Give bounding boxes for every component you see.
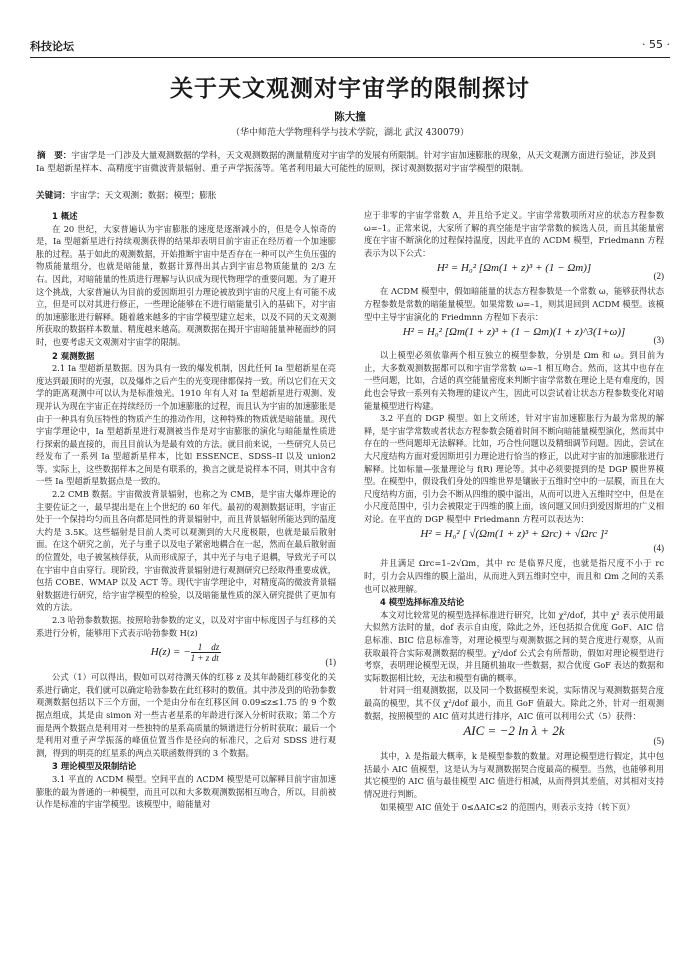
- equation-expression: H² = H₀² [ √(Ωm(1 + z)³ + Ωrc) + √Ωrc ]²: [420, 528, 608, 541]
- equation-eq2: [364, 262, 664, 282]
- section-heading: 3 理论模型及限制结论: [52, 761, 137, 772]
- section-heading: 2 观测数据: [52, 350, 95, 361]
- fraction-numerator: 1: [191, 642, 210, 653]
- paragraph: 3.1 平直的 ΛCDM 模型。空间平直的 ΛCDM 模型是可以解释目前宇宙加速膨胀的最为普通的一种模型，而且可以和大多数观测数据相互吻合，所以，目前被认作是标准的宇宙学模型。该模型中，暗能量对: [36, 773, 336, 810]
- paragraph: 2.3 哈勃参数数据。按照哈勃参数的定义，以及对宇宙中标度因子与红移的关系进行分析，能够用下式表示哈勃参数 H(z): [36, 615, 336, 638]
- abstract: [36, 150, 664, 176]
- equation-number: (5): [653, 735, 664, 746]
- section-heading: 4 模型选择标准及结论: [380, 597, 465, 608]
- paragraph: 其中，λ 是指最大概率，k 是模型参数的数量。对理论模型进行假定，其中包括最小 AIC 值模型，这是认为与观测数据契合度最高的模型。当然，也能够利用其它模型的 AIC 值与最佳模型 AIC 值进行相减，从而得到其差值，对其相对支持情况进行判断。: [364, 751, 664, 799]
- left-column: [36, 209, 336, 811]
- keywords-text: 宇宙学；天文观测；数据；模型；膨胀: [70, 191, 217, 201]
- equation-number: (4): [653, 542, 664, 553]
- keywords: [36, 190, 664, 203]
- running-header: [30, 38, 670, 54]
- paragraph: 应于非零的宇宙学常数 Λ，并且给予定义。宇宙学常数项所对应的状态方程参数 ω=–1。正常来说，大家所了解的真空能是宇宙学常数的候选人员，而且其能量密度在宇宙不断演化的过程保持温度，因此平直的 ΛCDM 模型，Friedmann 方程表示为以下公式：: [364, 210, 664, 258]
- paragraph: 3.2 平直的 DGP 模型。如上文所述，针对宇宙加速膨胀行为最为常规的解释，是宇宙学常数或者状态方程参数会随着时间不断向暗能量模型演化，然而其中存在的一些问题却无法解释。比如，巧合性问题以及精细调节问题。因此，尝试在大尺度结构方面对爱因斯坦引力理论进行恰当的修正，以此对宇宙的加速膨胀进行解释。比如标量—张量理论与 f(R) 理论等。其中必须要提到的是 DGP 膜世界模型。在模型中，假设我们身处的四维世界是镶嵌于五维时空中的一层膜，而且在大尺度结构方面，引力会不断从四维的膜中溢出，从而可以进入五维时空中，但是在小尺度范围中，引力会被限定于四维的膜上面，该问题又回归到爱因斯坦的广义相对论。在平直的 DGP 模型中 Friedmann 方程可以表达为：: [364, 413, 664, 524]
- paragraph: 在 20 世纪，大家普遍认为宇宙膨胀的速度是逐渐减小的，但是令人惊奇的是，Ia 型超新星进行持续观测获得的结果却表明目前宇宙正在经历着一个加速膨胀的过程。基于如此的观测数据，开始推断宇宙中是否存在一种可以产生负压强的物质能量组分，也就是暗能量，数据计算得出其占到宇宙总物质能量的 2/3 左右。因此，对暗能量的性质进行理解与认识成为现代物理学的重要问题。为了避开这个挑战，大家普遍认为目前的爱因斯坦引力理论被放到宇宙的尺度上有可能不成立，但是可以对其进行修正，一些理论能够在不进行暗能量引入的基础下，对宇宙的加速膨胀进行解释。随着越来越多的宇宙学模型建立起来，以及不同的天文观测所获取的数据样本数量、精度越来越高。观测数据在揭开宇宙暗能量神秘面纱的同时，也要考虑天文观测对宇宙学的限制。: [36, 223, 336, 347]
- fraction-numerator: dz: [211, 642, 220, 653]
- author: 陈大撞: [334, 111, 366, 123]
- paragraph: 如果模型 AIC 值处于 0≤ΔAIC≤2 的范围内，则表示支持（转下页）: [380, 801, 635, 812]
- paragraph: 以上模型必须依靠两个相互独立的模型参数，分别是 Ωm 和 ω。到目前为止，大多数观测数据都可以和宇宙学常数 ω=–1 相互吻合。然而，这其中也存在一些问题，比如，合适的真空能量密度来判断宇宙学常数在理论上是有难度的，因此也会导致一系列有关物理的建议产生，因此可以尝试着让状态方程参数变化对暗能量模型进行构建。: [364, 350, 664, 411]
- equation-eq3: [364, 326, 664, 346]
- equation-eq5: [364, 725, 664, 747]
- page-number: · 55 ·: [642, 38, 670, 51]
- right-column: [364, 209, 664, 813]
- equation-fraction: [209, 642, 221, 663]
- affiliation: （华中师范大学物理科学与技术学院，湖北 武汉 430079）: [230, 128, 470, 138]
- paragraph: 2.1 Ia 型超新星数据。因为具有一致的爆发机制，因此任何 Ia 型超新星在亮度达到最顶时的光强，以及爆炸之后产生的光变现律都保持一致。所以它们在天文学的距离观测中可以认为是标准烛光。1910 年有人对 Ia 型超新星进行观测、发现并认为现在宇宙正在持续经历一个加速膨胀的过程，而且认为宇宙的加速膨胀是由于一种具有负压特性的物质产生的推动作用，这种特殊的物质就是暗能量。现代宇宙学理论中，Ia 型超新星进行观测被当作是对宇宙膨胀的演化与暗能量性质进行探索的最直接的，而且目前认为是最有效的方法。就目前来说，一些研究人员已经发布了一系列 Ia 型超新星样本，比如 ESSENCE、SDSS–II 以及 union2 等。实际上，这些数据样本之间是有联系的，换言之就是说样本不同，则其中含有一些 Ia 型超新星数据点是一致的。: [36, 363, 336, 487]
- equation-eq4: [364, 528, 664, 554]
- equation-expression: H² = H₀² [Ωm(1 + z)³ + (1 − Ωm)]: [436, 262, 592, 275]
- section-heading: 1 概述: [52, 211, 78, 221]
- equation-expression: AIC = −2 ln λ + 2k: [463, 723, 565, 739]
- equation-lhs: H(z) = −: [150, 646, 191, 659]
- equation-eq1: [36, 642, 336, 668]
- paragraph: 公式（1）可以得出，假如可以对待测天体的红移 z 及其年龄随红移变化的关系进行确定，我们就可以确定哈勃参数在此红移时的数值。其中涉及到的哈勃参数观测数据包括以下三个方面，一个是由分布在红移区间 0.09≤z≤1.75 的 9 个数据点组成，其是由 simon 对一些古老星系的年龄进行深入分析时获取；第二个方面是两个数据点是利用对一些独特的星系高质量的频谱进行分析时获取；最后一个是利用对重子声学振荡的峰值位置当作是径向的标准尺，之后对 SDSS 进行观测，得到的明亮的红星系的两点关联函数得到的 3 个数据。: [36, 672, 336, 758]
- equation-expression: H² = H₀² [Ωm(1 + z)³ + (1 − Ωm)(1 + z)^3(1+ω)]: [402, 326, 626, 339]
- header-rule: [30, 57, 670, 58]
- keywords-label: 关键词：: [36, 191, 71, 201]
- paper-title: 关于天文观测对宇宙学的限制探讨: [170, 76, 530, 102]
- abstract-label: 摘 要：: [37, 151, 72, 161]
- abstract-text: 宇宙学是一门涉及大量观测数据的学科，天文观测数据的测量精度对宇宙学的发展有所限制。针对宇宙加速膨胀的现象，从天文观测方面进行验证，涉及到 Ia 型超新星样本、高精度宇宙微波背景辐射、重子声学振荡等。笔者利用最大可能性的原则，探讨观测数据对宇宙学模型的限制。: [36, 151, 656, 174]
- journal-name: 科技论坛: [30, 40, 74, 53]
- paragraph: 在 ΛCDM 模型中，假如暗能量的状态方程参数是一个常数 ω，能够获得状态方程参数是常数的暗能量模型。如果常数 ω=–1，则其退回到 ΛCDM 模型。该模型中主导宇宙演化的 Friedmnn 方程如下表示：: [364, 286, 664, 322]
- paragraph: 本文对比较常见的模型选择标准进行研究，比如 χ²/dof，其中 χ² 表示使用最大似然方法时的量，dof 表示自由度，除此之外，还包括拟合优度 GoF、AIC 信息标准、BIC 信息标准等，对理论模型与观测数据之间的契合度进行观察，从而获取最符合实际观测数据的模型。χ²/dof 公式会有所帮助，假如对理论模型进行考察，表明理论模型无误，并且随机抽取一些数据，拟合优度 GoF 表达的数据和实际数据相比较，无法和模型有确的概率。: [364, 609, 664, 683]
- equation-fraction: [191, 642, 210, 663]
- equation-number: (1): [325, 656, 336, 667]
- fraction-denominator: dt: [211, 653, 219, 664]
- paragraph: 针对同一组观测数据，以及同一个数据模型来说，实际情况与观测数据契合度最高的模型，其不仅 χ²/dof 最小，而且 GoF 值最大。除此之外，针对一组观测数据，按照模型的 AIC 值对其进行排序，AIC 值可以利用公式（5）获得：: [364, 685, 664, 721]
- equation-number: (2): [653, 270, 664, 281]
- fraction-denominator: 1 + z: [190, 653, 210, 664]
- paragraph: 并且满足 Ωrc=1–2√Ωm，其中 rc 是临界尺度，也就是指尺度不小于 rc 时，引力会从四维的膜上溢出，从而进入到五维时空中，而且和 Ωm 之间的关系也可以被理解。: [364, 558, 664, 594]
- paragraph: 2.2 CMB 数据。宇宙微波背景辐射，也称之为 CMB，是宇宙大爆炸理论的主要佐证之一，最早提出是在上个世纪的 60 年代。最初的观测数据证明，宇宙正处于一个保持均匀而且各向都是同性的背景辐射中，而且背景辐射所能达到的温度大约是 3.5K。这些辐射是目前人类可以观测到的大尺度极限，也就是最后散射面。在这个研究之前，光子与重子以及电子紧密地耦合在一起，然而在最后散射面的位置处，电子被氢核俘获，从而形成原子，其中光子与电子退耦，导致光子可以在宇宙中自由穿行。现阶段，宇宙微波背景辐射进行观测研究已经取得重要成就，包括 COBE、WMAP 以及 ACT 等。现代宇宙学理论中，对精度高的微波背景辐射数据进行研究，给宇宙学模型的检验，以及暗能量性质的深入研究提供了更加有效的方法。: [36, 489, 336, 613]
- equation-number: (3): [653, 334, 664, 345]
